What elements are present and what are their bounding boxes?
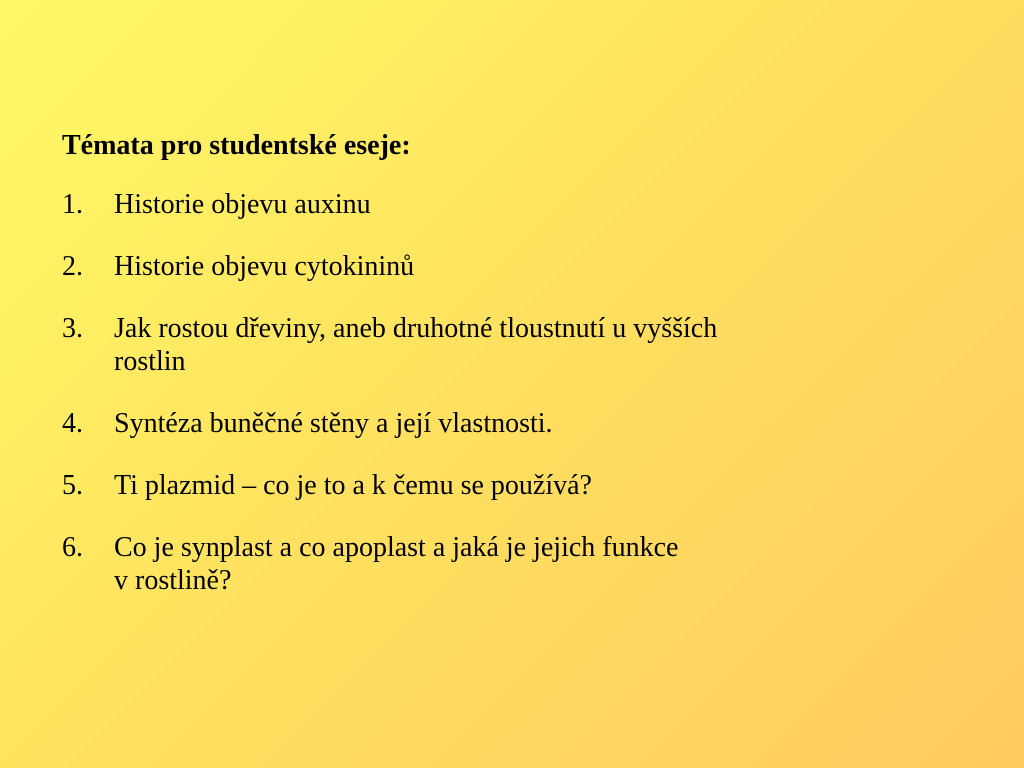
topic-line: Jak rostou dřeviny, aneb druhotné tloustnutí u vyšších	[114, 313, 718, 344]
topic-item-3	[62, 312, 882, 378]
topic-text	[114, 407, 882, 440]
topic-line: Syntéza buněčné stěny a její vlastnosti.	[114, 408, 553, 439]
topic-number: 1.	[62, 189, 83, 220]
topic-item-5	[62, 469, 882, 502]
topic-number: 5.	[62, 470, 83, 501]
topic-number: 4.	[62, 408, 83, 439]
topic-line: Co je synplast a co apoplast a jaká je jejich funkce	[114, 532, 679, 563]
topic-line: Ti plazmid – co je to a k čemu se používá?	[114, 470, 592, 501]
topic-number: 2.	[62, 251, 83, 282]
topic-item-2	[62, 250, 882, 283]
topic-text	[114, 312, 882, 378]
topic-text	[114, 250, 882, 283]
slide-content	[62, 126, 882, 626]
topic-item-1	[62, 188, 882, 221]
topic-number: 6.	[62, 532, 83, 563]
topic-text	[114, 469, 882, 502]
topic-line: v rostlině?	[114, 565, 232, 596]
topic-number: 3.	[62, 313, 83, 344]
topic-item-4	[62, 407, 882, 440]
topic-list	[62, 188, 882, 597]
topic-text	[114, 188, 882, 221]
topic-line: Historie objevu cytokininů	[114, 251, 415, 282]
topic-line: Historie objevu auxinu	[114, 189, 371, 220]
topic-line: rostlin	[114, 346, 186, 377]
slide-heading: Témata pro studentské eseje:	[62, 130, 411, 161]
topic-item-6	[62, 531, 882, 597]
topic-text	[114, 531, 882, 597]
